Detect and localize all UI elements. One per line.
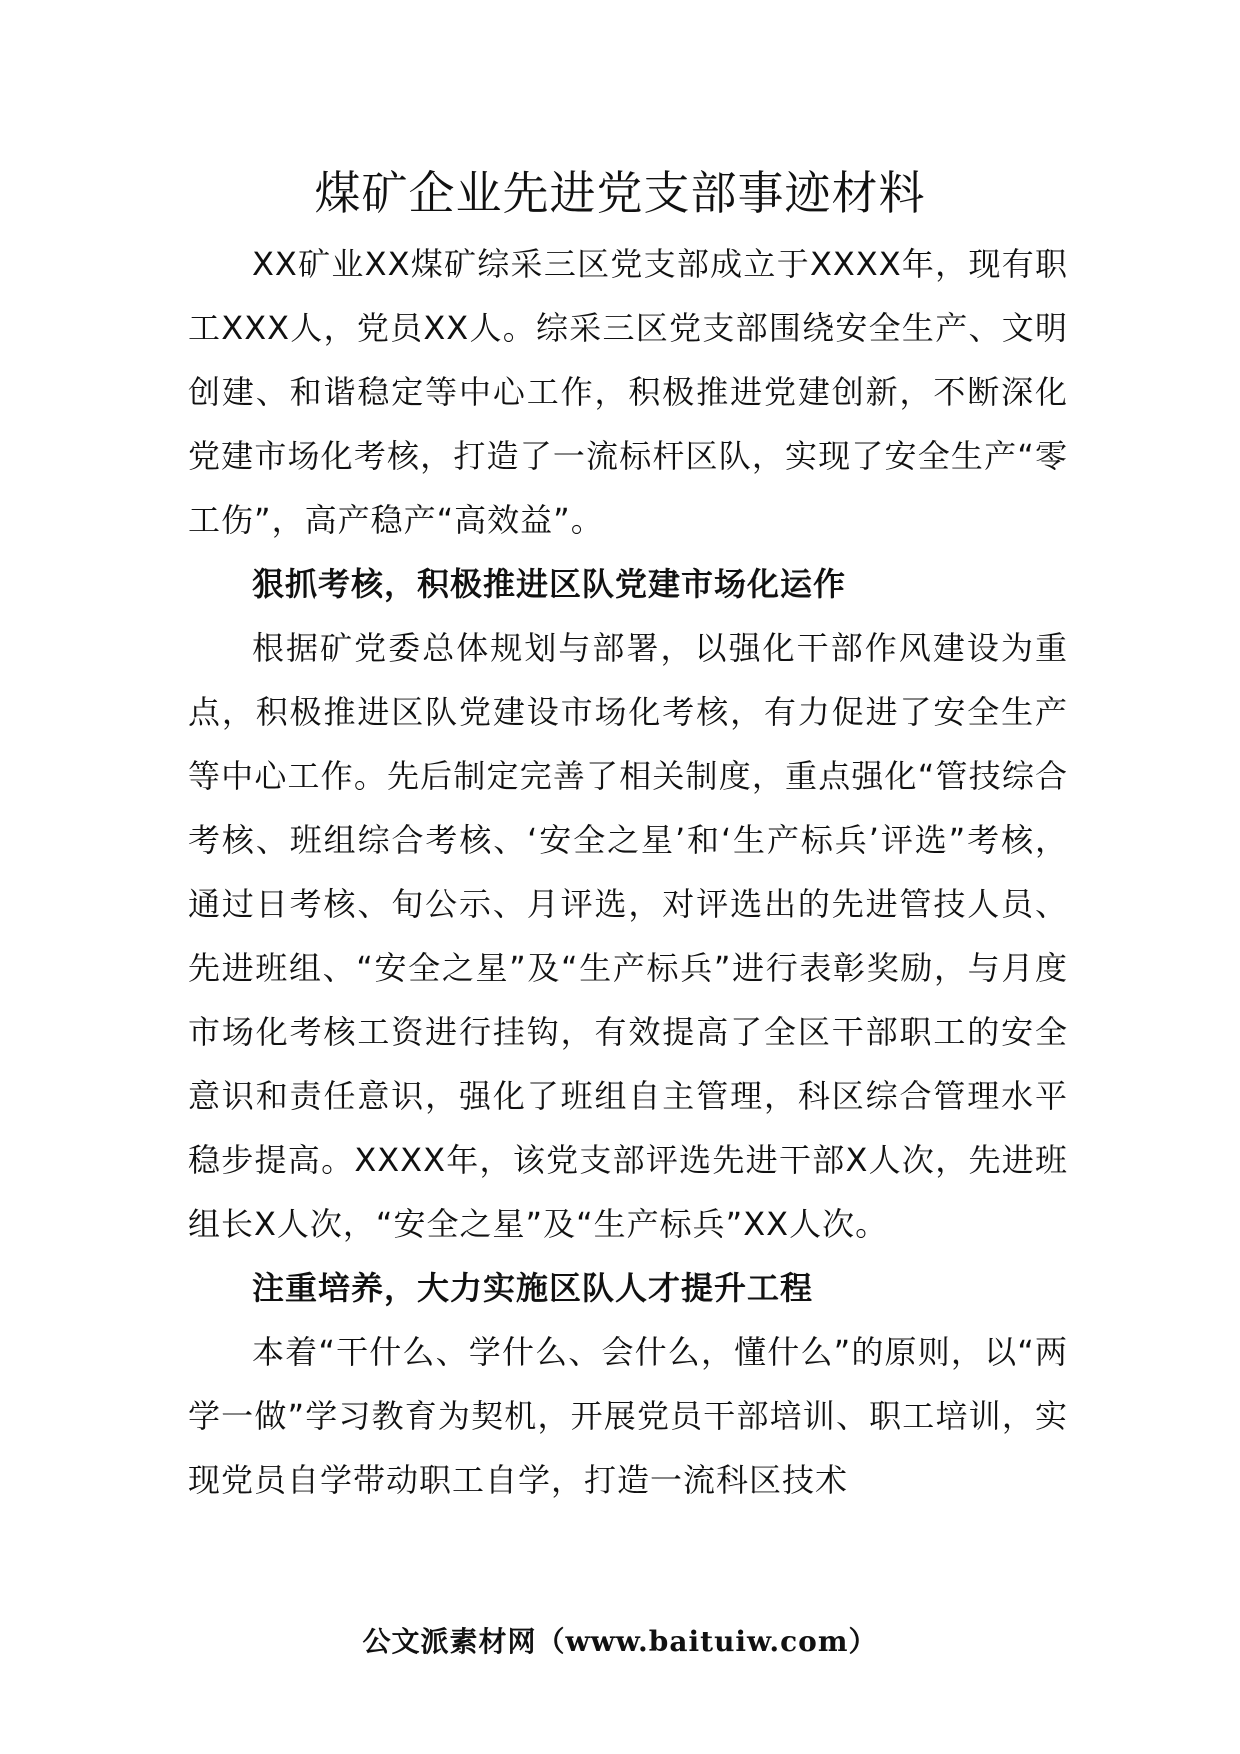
paragraph-intro: XX矿业XX煤矿综采三区党支部成立于XXXX年，现有职工XXX人，党员XX人。综采三区党支部围绕安全生产、文明创建、和谐稳定等中心工作，积极推进党建创新，不断深化党建市场化考核，打造了一流标杆区队，实现了安全生产“零工伤”，高产稳产“高效益”。	[188, 245, 1068, 539]
paragraph-talent: 本着“干什么、学什么、会什么，懂什么”的原则，以“两学一做”学习教育为契机，开展党员干部培训、职工培训，实现党员自学带动职工自学，打造一流科区技术	[188, 1333, 1068, 1499]
document-title: 煤矿企业先进党支部事迹材料	[314, 166, 926, 220]
section-heading-assessment: 狠抓考核，积极推进区队党建市场化运作	[252, 565, 847, 603]
footer-watermark: 公文派素材网（www.baituiw.com）	[362, 1625, 878, 1658]
document-body	[188, 232, 1068, 1512]
section-heading-talent: 注重培养，大力实施区队人才提升工程	[252, 1269, 814, 1307]
paragraph-assessment: 根据矿党委总体规划与部署，以强化干部作风建设为重点，积极推进区队党建设市场化考核，有力促进了安全生产等中心工作。先后制定完善了相关制度，重点强化“管技综合考核、班组综合考核、‘安全之星’和‘生产标兵’评选”考核，通过日考核、旬公示、月评选，对评选出的先进管技人员、先进班组、“安全之星”及“生产标兵”进行表彰奖励，与月度市场化考核工资进行挂钩，有效提高了全区干部职工的安全意识和责任意识，强化了班组自主管理，科区综合管理水平稳步提高。XXXX年，该党支部评选先进干部X人次，先进班组长X人次，“安全之星”及“生产标兵”XX人次。	[188, 629, 1068, 1243]
